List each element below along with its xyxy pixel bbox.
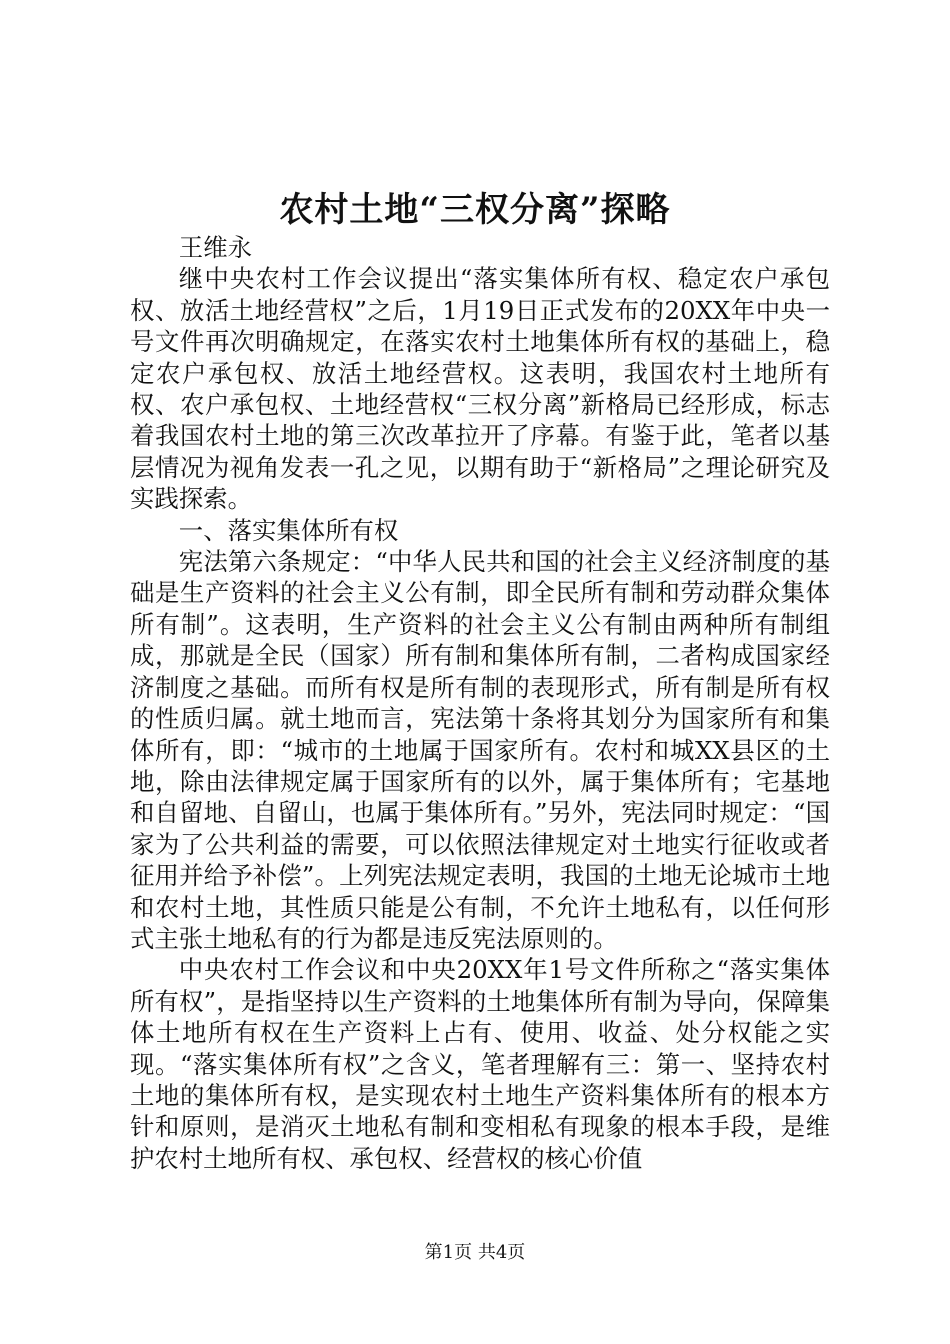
document-title: 农村土地“三权分离”探略 [279, 190, 671, 230]
paragraph-constitution: 宪法第六条规定：“中华人民共和国的社会主义经济制度的基础是生产资料的社会主义公有制，即全民所有制和劳动群众集体所有制”。这表明，生产资料的社会主义公有制由两种所有制组成，那就是全民（国家）所有制和集体所有制，二者构成国家经济制度之基础。而所有权是所有制的表现形式，所有制是所有权的性质归属。就土地而言，宪法第十条将其划分为国家所有和集体所有，即：“城市的土地属于国家所有。农村和城XX县区的土地，除由法律规定属于国家所有的以外，属于集体所有；宅基地和自留地、自留山，也属于集体所有。”另外，宪法同时规定：“国家为了公共利益的需要，可以依照法律规定对土地实行征收或者征用并给予补偿”。上列宪法规定表明，我国的土地无论城市土地和农村土地，其性质只能是公有制，不允许土地私有，以任何形式主张土地私有的行为都是违反宪法原则的。 [130, 547, 830, 953]
paragraph-collective-ownership: 中央农村工作会议和中央20XX年1号文件所称之“落实集体所有权”，是指坚持以生产资料的土地集体所有制为导向，保障集体土地所有权在生产资料上占有、使用、收益、处分权能之实现。“落实集体所有权”之含义，笔者理解有三：第一、坚持农村土地的集体所有权，是实现农村土地生产资料集体所有的根本方针和原则，是消灭土地私有制和变相私有现象的根本手段，是维护农村土地所有权、承包权、经营权的核心价值 [130, 955, 830, 1173]
author-name: 王维永 [178, 233, 252, 262]
section-heading-1: 一、落实集体所有权 [178, 515, 399, 545]
page-footer: 第1页 共4页 [424, 1242, 526, 1263]
paragraph-intro: 继中央农村工作会议提出“落实集体所有权、稳定农户承包权、放活土地经营权”之后，1月19日正式发布的20XX年中央一号文件再次明确规定，在落实农村土地集体所有权的基础上，稳定农户承包权、放活土地经营权。这表明，我国农村土地所有权、农户承包权、土地经营权“三权分离”新格局已经形成，标志着我国农村土地的第三次改革拉开了序幕。有鉴于此，笔者以基层情况为视角发表一孔之见，以期有助于“新格局”之理论研究及实践探索。 [130, 264, 830, 514]
document-body [130, 232, 830, 1174]
